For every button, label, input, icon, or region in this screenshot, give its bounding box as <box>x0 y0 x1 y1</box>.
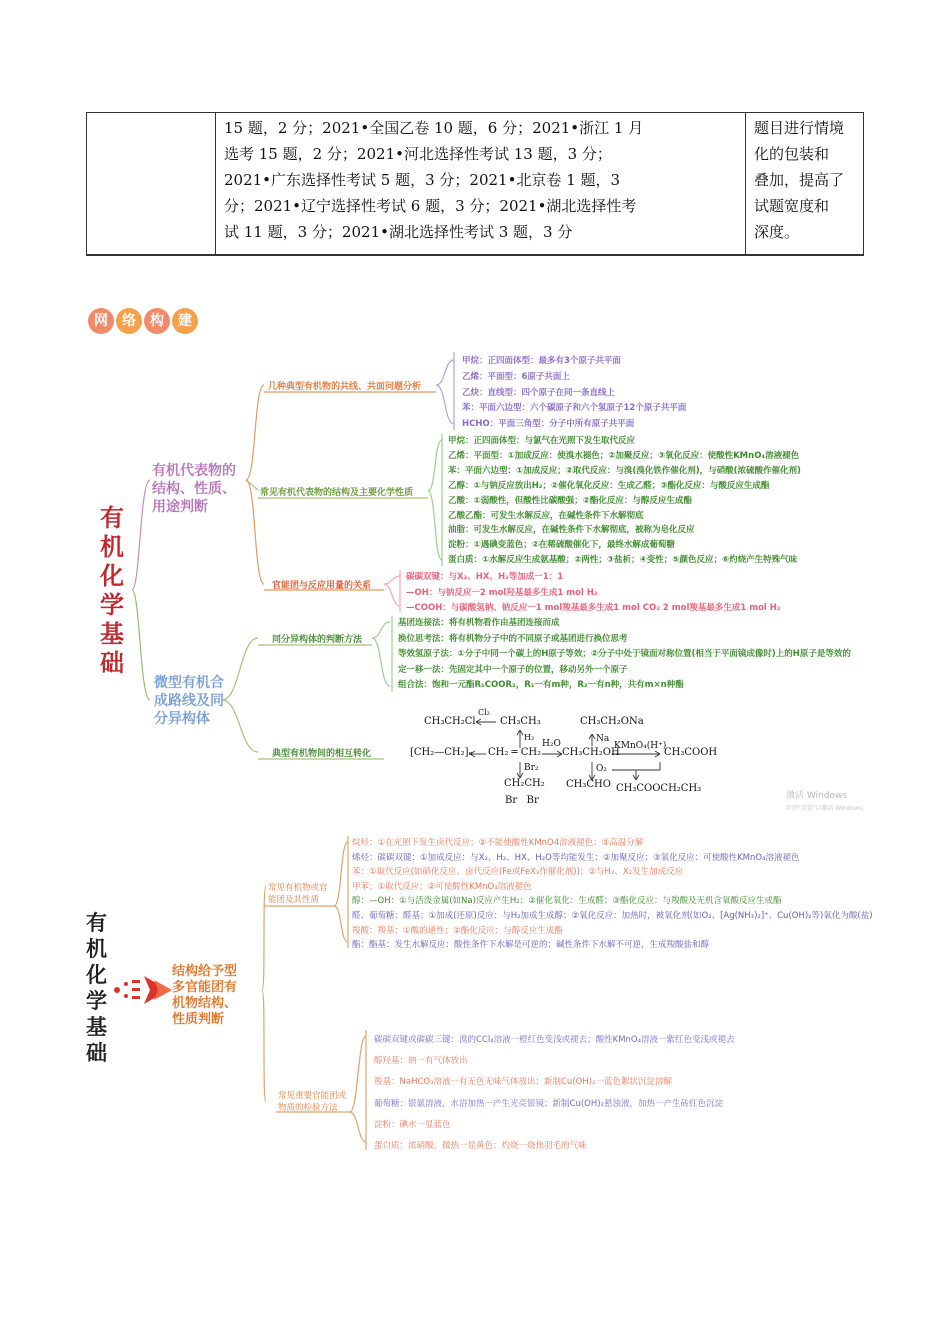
list-item: 烷烃：①在光照下发生卤代反应；②不能使酸性KMnO4溶液褪色；③高温分解 <box>352 838 644 848</box>
list-item: 油脂：可发生水解反应，在碱性条件下水解彻底，被称为皂化反应 <box>448 525 695 536</box>
chem-ethylene: CH₂ ═ CH₂ <box>488 747 542 758</box>
text-line: 分；2021•辽宁选择性考试 6 题，3 分；2021•湖北选择性考 <box>224 197 637 215</box>
list-item: 乙酸：①弱酸性，但酸性比碳酸强；②酯化反应：与醇反应生成酯 <box>448 495 692 506</box>
branch-line: 结构给予型 <box>172 964 238 979</box>
branch-line: 用途判断 <box>152 499 208 515</box>
sub-structure: 常见有机代表物的结构及主要化学性质 <box>260 488 414 498</box>
sub-line: 物质的检验方法 <box>278 1103 338 1113</box>
text-line: 15 题，2 分；2021•全国乙卷 10 题，6 分；2021•浙江 1 月 <box>224 119 644 137</box>
branch-line: 结构、性质、 <box>152 481 236 497</box>
list-item: 甲烷：正四面体型：与氯气在光照下发生取代反应 <box>448 436 636 446</box>
list-item: 等效氢原子法：①分子中同一个碳上的H原子等效；②分子中处于镜面对称位置(相当于平面镜成像时)上的H原子是等效的 <box>398 649 851 659</box>
root-char: 学 <box>86 989 107 1013</box>
chem-ethanol: CH₃CH₂OH <box>562 747 620 758</box>
sub-coplanar: 几种典型有机物的共线、共面问题分析 <box>268 382 422 392</box>
list-item: 淀粉：碘水一显蓝色 <box>374 1119 451 1130</box>
chem-ch3ch2cl: CH₃CH₂Cl <box>424 716 476 727</box>
list-item: 组合法：饱和一元酯R₁COOR₂，R₁一有m种，R₂一有n种，共有m×n种酯 <box>398 680 684 690</box>
list-item: 醇羟基：钠一有气体放出 <box>374 1056 468 1067</box>
list-item: —COOH：与碳酸氢钠、钠反应一1 mol羧基最多生成1 mol CO₂ 2 mol羧基最多生成1 mol H₂ <box>406 603 781 613</box>
list-item: 蛋白质：①水解反应生成氨基酸；②两性；③盐析；④变性；⑤颜色反应；⑥灼烧产生特殊气味 <box>448 555 798 566</box>
text-line: 试 11 题，3 分；2021•湖北选择性考试 3 题，3 分 <box>224 223 573 241</box>
root-char: 础 <box>100 649 124 677</box>
chem-na: Na <box>596 734 610 744</box>
root-char: 化 <box>100 562 124 590</box>
branch-line: 分异构体 <box>154 711 210 727</box>
list-item: 定一移一法：先固定其中一个原子的位置，移动另外一个原子 <box>398 664 628 675</box>
chem-ch3ch2ona: CH₃CH₂ONa <box>580 716 644 727</box>
isomer-list <box>398 616 851 694</box>
chem-cl2: Cl₂ <box>478 708 490 717</box>
root-char: 基 <box>100 620 124 648</box>
list-item: 淀粉：①遇碘变蓝色；②在稀硫酸催化下，最终水解成葡萄糖 <box>448 540 675 551</box>
list-item: 乙醇：①与钠反应放出H₂；②催化氧化反应：生成乙醛；③酯化反应：与酸反应生成酯 <box>448 480 770 491</box>
chem-h2: H₂ <box>524 733 535 742</box>
chem-br2: Br₂ <box>524 763 539 773</box>
amount-list <box>406 570 781 617</box>
branch-line: 多官能团有 <box>172 980 238 995</box>
structure-list <box>448 434 801 568</box>
list-item: 葡萄糖：银氨溶液，水浴加热一产生光亮银镜；新制Cu(OH)₂悬浊液，加热一产生砖红色沉淀 <box>374 1098 723 1109</box>
map1-branch1 <box>152 462 236 516</box>
chem-br-br: Br Br <box>505 795 539 806</box>
coplanar-list <box>462 354 686 433</box>
list-item: 蛋白质：浓硝酸，微热一显黄色；灼烧一烧焦羽毛的气味 <box>374 1141 587 1152</box>
root-char: 有 <box>86 911 107 935</box>
props-list <box>352 836 873 953</box>
list-item: 碳碳双键：与X₂、HX、H₂等加成一1：1 <box>406 572 564 582</box>
sub-isomer: 同分异构体的判断方法 <box>272 635 363 645</box>
root-char: 基 <box>86 1015 107 1039</box>
chem-acid: CH₃COOH <box>664 747 718 758</box>
chem-ester: CH₃COOCH₂CH₃ <box>616 783 702 794</box>
tests-list <box>374 1030 735 1157</box>
text-line: 2021•广东选择性考试 5 题，3 分；2021•北京卷 1 题，3 <box>224 171 621 189</box>
branch-line: 成路线及同 <box>154 693 224 709</box>
root-char: 机 <box>100 533 124 561</box>
list-item: 甲苯：①取代反应；②可使酸性KMnO₄溶液褪色 <box>352 881 532 892</box>
root-char: 础 <box>86 1041 107 1065</box>
sub-transform: 典型有机物间的相互转化 <box>272 749 372 759</box>
badge-char: 建 <box>172 308 198 334</box>
sub-line: 常见有机物或官 <box>268 883 328 893</box>
chem-kmno4: KMnO₄(H⁺) <box>614 741 667 751</box>
chem-h2o: H₂O <box>542 739 561 749</box>
chem-o2: O₂ <box>596 764 607 774</box>
list-item: 羧基：NaHCO₃溶液一有无色无味气体放出；新制Cu(OH)₂一蓝色絮状沉淀溶解 <box>374 1077 672 1088</box>
list-item: 乙烯：平面型：①加成反应：使溴水褪色；②加聚反应；③氧化反应：使酸性KMnO₄溶液褪色 <box>448 450 800 461</box>
text-line: 叠加，提高了试题宽度和 <box>754 171 845 215</box>
list-item: 苯：①取代反应(如硝化反应、卤代反应(Fe或FeX₃作催化剂))；②与H₂、X₂发生加成反应 <box>352 867 684 878</box>
list-item: 乙酸乙酯：可发生水解反应，在碱性条件下水解彻底 <box>448 510 644 521</box>
text-line: 选考 15 题，2 分；2021•河北选择性考试 13 题，3 分； <box>224 145 612 163</box>
list-item: 苯：平面六边型：六个碳原子和六个氢原子12个原子共平面 <box>462 403 687 414</box>
chem-dibromo: CH₂CH₂ <box>504 778 545 789</box>
text-line: 题目进行情境化的包装和 <box>754 119 845 163</box>
list-item: 醛、葡萄糖：醛基：①加成(还原)反应：与H₂加成生成醇；②氧化反应：加热时，被氧化剂(如O₂、[Ag(NH₃)₂]⁺、Cu(OH)₂等)氧化为酸(盐) <box>352 910 873 921</box>
watermark-title: 激活 Windows <box>786 791 848 801</box>
root-char: 有 <box>100 504 124 532</box>
watermark-subtitle: 转到"设置"以激活 Windows。 <box>786 805 869 812</box>
list-item: HCHO：平面三角型：分子中所有原子共平面 <box>462 419 635 430</box>
root-char: 机 <box>86 937 107 961</box>
text-line: 深度。 <box>754 223 800 241</box>
branch-line: 性质判断 <box>172 1012 225 1027</box>
sub-line: 能团及其性质 <box>268 895 320 905</box>
map1-root <box>100 504 130 678</box>
map2-root <box>86 910 114 1066</box>
list-item: 醇：—OH：①与活泼金属(如Na)反应产生H₂；②催化氧化：生成醛；③酯化反应：与羧酸及无机含氧酸反应生成酯 <box>352 896 782 907</box>
badge-char: 构 <box>144 308 170 334</box>
list-item: 乙炔：直线型：四个原子在同一条直线上 <box>462 387 616 398</box>
list-item: 酯：酯基：发生水解反应：酸性条件下水解是可逆的；碱性条件下水解不可逆，生成羧酸盐和醇 <box>352 940 710 951</box>
branch-line: 有机代表物的 <box>152 463 236 479</box>
list-item: 基团连接法：将有机物看作由基团连接而成 <box>398 618 560 628</box>
chem-ch3ch3: CH₃CH₃ <box>500 716 541 727</box>
list-item: 换位思考法：将有机物分子中的不同原子或基团进行换位思考 <box>398 633 628 644</box>
sub-line: 常见重要官能团或 <box>278 1091 347 1101</box>
map2-branch <box>172 964 237 1028</box>
branch-line: 微型有机合 <box>154 675 224 691</box>
sub-amount: 官能团与反应用量的关系 <box>272 581 372 591</box>
map2-sub-props <box>268 882 328 906</box>
chem-polymer: [CH₂—CH₂]ₙ <box>410 747 473 758</box>
chem-aldehyde: CH₃CHO <box>566 779 611 790</box>
list-item: 烯烃：碳碳双键：①加成反应：与X₂、H₂、HX、H₂O等均能发生；②加聚反应；③氧化反应：可使酸性KMnO₄溶液褪色 <box>352 852 800 863</box>
list-item: —OH：与钠反应一2 mol羟基最多生成1 mol H₂ <box>406 587 598 598</box>
badge-char: 络 <box>116 308 142 334</box>
root-char: 化 <box>86 963 107 987</box>
map2-sub-tests <box>278 1090 346 1114</box>
list-item: 羧酸：羧基：①酸的通性；②酯化反应：与醇反应生成酯 <box>352 925 563 936</box>
list-item: 乙烯：平面型：6原子共面上 <box>462 371 570 382</box>
list-item: 苯：平面六边型：①加成反应；②取代反应：与溴(溴化铁作催化剂)，与硝酸(浓硫酸作催化剂) <box>448 465 801 476</box>
map1-branch2 <box>154 674 224 728</box>
root-char: 学 <box>100 591 124 619</box>
list-item: 碳碳双键或碳碳三键：溴的CCl₄溶液一橙红色变浅或褪去；酸性KMnO₄溶液一紫红色变浅或褪去 <box>374 1035 735 1045</box>
branch-line: 机物结构、 <box>172 996 238 1011</box>
list-item: 甲烷：正四面体型：最多有3个原子共平面 <box>462 356 621 366</box>
badge-char: 网 <box>88 308 114 334</box>
